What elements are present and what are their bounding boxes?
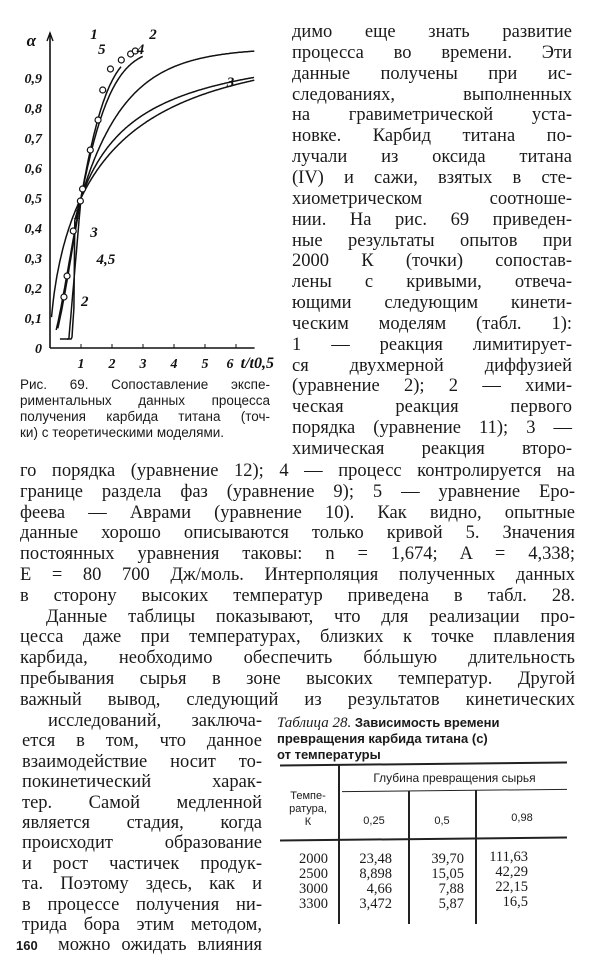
temp-header-line: ратура,: [289, 803, 327, 815]
group-header: Глубина превращения сырья: [373, 771, 536, 785]
value-0.5: 7,88: [438, 881, 464, 897]
table-title: [277, 715, 565, 762]
text-line: цесса даже при температурах, близких к точке плавления: [20, 627, 575, 648]
text-line: в сторону высоких температур приведена в табл. 28.: [20, 585, 575, 606]
y-tick-label: 0,6: [24, 162, 42, 177]
curve-3: [67, 77, 254, 339]
text-line: 2000 К (точки) сопостав-: [292, 251, 572, 272]
row-temperature: 2500: [299, 866, 328, 882]
y-tick-label: 0,8: [24, 102, 42, 117]
curve-label: 3: [226, 75, 235, 91]
curve-label: 5: [98, 42, 106, 58]
data-point: [70, 228, 76, 234]
data-point: [107, 66, 113, 72]
y-tick-label: 0,7: [24, 132, 42, 147]
value-0.25: 23,48: [359, 851, 392, 867]
text-line: тер. Самой медленной: [22, 792, 262, 813]
figure-69-chart: [0, 10, 290, 380]
text-line: ющими следующим кинети-: [292, 293, 572, 314]
value-0.5: 39,70: [431, 851, 464, 867]
data-point: [95, 117, 101, 123]
text-line: ные результаты опытов при: [292, 230, 572, 251]
column-header: 0,5: [434, 815, 450, 827]
text-line: (IV) и сажи, взятых в сте-: [292, 167, 572, 188]
table-divider: [475, 790, 477, 924]
data-point: [100, 87, 106, 93]
value-0.98: 42,29: [495, 864, 528, 880]
text-line: трида бора этим методом,: [22, 915, 262, 935]
table-label: Таблица 28.: [277, 715, 352, 731]
y-axis-label: α: [26, 31, 36, 50]
value-0.25: 3,472: [359, 896, 392, 912]
y-tick-label: 0,2: [24, 282, 42, 297]
curve-label: 1: [73, 207, 81, 223]
text-line: го порядка (уравнение 12); 4 — процесс контролируется на: [20, 461, 575, 481]
text-line: (уравнение 2); 2 — хими-: [292, 376, 572, 397]
text-line: покинетический харак-: [22, 772, 262, 793]
text-line: на гравиметрической уста-: [292, 105, 572, 126]
x-tick-label: 1: [77, 357, 85, 372]
text-line: данные хорошо описываются только кривой 5. Значения: [20, 523, 575, 544]
text-line: ся двухмерной диффузией: [292, 355, 572, 376]
text-line: происходит образование: [22, 833, 262, 854]
caption-line: получения карбида титана (точ-: [20, 409, 270, 424]
x-tick-label: 4: [170, 357, 178, 372]
text-line: ческая реакция первого: [292, 397, 572, 418]
text-line: химическая реакция второ-: [292, 439, 572, 459]
value-0.25: 8,898: [359, 866, 392, 882]
value-0.98: 111,63: [489, 849, 528, 865]
curve-label: 4,5: [96, 252, 116, 268]
data-point: [80, 186, 86, 192]
text-line: и рост частичек продук-: [22, 853, 262, 874]
y-tick-label: 0,3: [24, 252, 42, 267]
text-line: 1 — реакция лимитирует-: [292, 334, 572, 355]
x-axis-label: t/t0,5: [240, 355, 274, 372]
table-title-line: Зависимость времени: [354, 715, 500, 730]
data-point: [64, 273, 70, 279]
text-line: нии. На рис. 69 приведен-: [292, 209, 572, 230]
text-line: можно ожидать влияния: [58, 935, 262, 956]
text-line: димо еще знать развитие: [292, 22, 572, 42]
text-line: ческим моделям (табл. 1):: [292, 313, 572, 334]
curve-label: 1: [90, 27, 98, 43]
table-rule: [342, 789, 567, 792]
x-tick-label: 2: [108, 357, 116, 372]
text-line: постоянных уравнения таковы: n = 1,674; A = 4,338;: [20, 544, 575, 565]
text-line: ется в том, что данное: [22, 731, 262, 752]
value-0.5: 15,05: [431, 866, 464, 882]
value-0.98: 16,5: [502, 894, 528, 910]
text-line: лучали из оксида титана: [292, 147, 572, 168]
text-line: порядка (уравнение 11); 3 —: [292, 418, 572, 439]
curve-label: 4: [136, 42, 145, 58]
text-line: взаимодействие носит то-: [22, 751, 262, 772]
x-tick-label: 5: [201, 357, 209, 372]
temp-header-line: К: [304, 816, 312, 828]
table-rule: [280, 836, 567, 841]
curve-label: 2: [149, 27, 157, 43]
text-line: важный вывод, следующий из результатов кинетических: [20, 689, 575, 710]
text-line: границе раздела фаз (уравнение 9); 5 — уравнение Еро-: [20, 481, 575, 502]
temp-header: [280, 790, 336, 829]
curve-5: [58, 67, 121, 329]
table-rule: [280, 761, 567, 766]
row-temperature: 3300: [299, 896, 328, 912]
text-line: лены с кривыми, отвеча-: [292, 272, 572, 293]
caption-line: ки) с теоретическими моделями.: [20, 425, 225, 440]
caption-line: риментальных данных процесса: [20, 393, 270, 408]
data-point: [87, 147, 93, 153]
curve-2: [60, 51, 254, 339]
row-temperature: 2000: [299, 851, 328, 867]
row-temperature: 3000: [299, 881, 328, 897]
column-header: 0,25: [363, 815, 385, 827]
data-point: [118, 57, 124, 63]
page-number: 160: [16, 938, 38, 953]
text-line: процесса во времени. Эти: [292, 42, 572, 63]
y-tick-label: 0,1: [24, 312, 42, 327]
data-point: [61, 294, 67, 300]
y-tick-label: 0,5: [24, 192, 42, 207]
data-point: [77, 198, 83, 204]
text-line: данные получены при ис-: [292, 63, 572, 84]
x-tick-label: 6: [226, 357, 234, 372]
x-tick-label: 3: [139, 357, 147, 372]
y-tick-label: 0,9: [24, 72, 42, 87]
text-line: новке. Карбид титана по-: [292, 126, 572, 147]
curve-label: 2: [81, 294, 89, 310]
table-title-line: превращения карбида титана (с): [277, 731, 488, 747]
y-tick-label: 0: [35, 342, 42, 357]
text-line: следованиях, выполненных: [292, 84, 572, 105]
text-line: в процессе получения ни-: [22, 894, 262, 915]
value-0.98: 22,15: [495, 879, 528, 895]
text-line: является стадия, когда: [22, 813, 262, 833]
table-title-line: от температуры: [277, 746, 381, 762]
text-line: хиометрическом соотноше-: [292, 188, 572, 209]
curve-label: 3: [90, 225, 98, 241]
text-line: пребывания сырья в зоне высоких температур. Другой: [20, 669, 575, 689]
text-line: Данные таблицы показывают, что для реализации про-: [46, 606, 575, 627]
text-line: E = 80 700 Дж/моль. Интерполяция полученных данных: [20, 565, 575, 585]
text-line: исследований, заключа-: [48, 711, 262, 731]
value-0.25: 4,66: [366, 881, 392, 897]
column-header: 0,98: [511, 812, 533, 824]
caption-line: Рис. 69. Сопоставление экспе-: [20, 377, 270, 392]
text-line: та. Поэтому здесь, как и: [22, 874, 262, 895]
text-line: феева — Аврами (уравнение 10). Как видно, опытные: [20, 502, 575, 523]
text-line: карбида, необходимо обеспечить бóльшую длительность: [20, 648, 575, 669]
temp-header-line: Темпе-: [290, 790, 326, 802]
y-tick-label: 0,4: [24, 222, 42, 237]
value-0.5: 5,87: [438, 896, 464, 912]
